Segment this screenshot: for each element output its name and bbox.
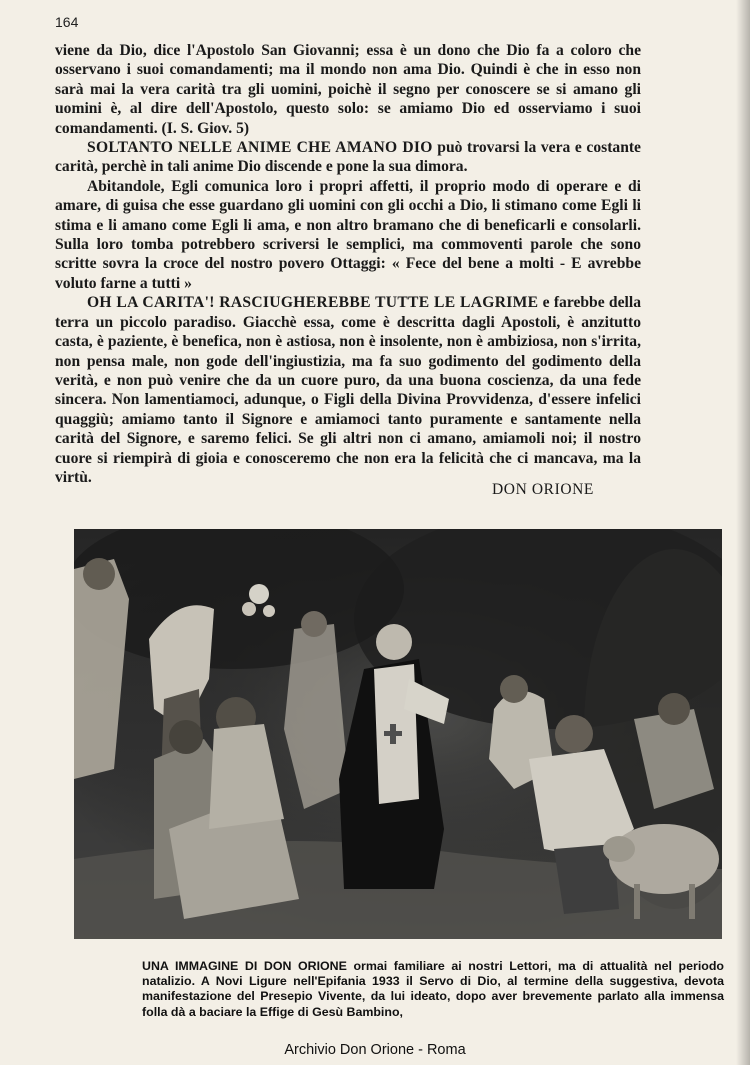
caption-lead: UNA IMMAGINE DI DON ORIONE — [142, 959, 347, 973]
page-number: 164 — [55, 14, 79, 30]
paragraph-3: Abitandole, Egli comunica loro i propri affetti, il proprio modo di operare e di amare, di guisa che esse guardano gli uomini con gli occhi a Dio, li stimano come Egli li stima e li amano come Egli li ama, e non altro bramano che di beneficarli e consolarli. Sulla loro tomba potrebbero scriversi le semplici, ma commoventi parole che sono scritte sovra la croce del nostro povero Ottaggi: « Fece del bene a molti - E avrebbe voluto farne a tutti » — [55, 177, 641, 292]
caption-text: ormai familiare ai nostri Lettori, ma di attualità nel periodo natalizio. A Novi Ligure nell'Epifania 1933 il Servo di Dio, al termine della suggestiva, devota manifestazione del Presepio Vivente, da lui ideato, dopo aver brevemente parlato alla immensa folla dà a baciare la Effige di Gesù Bambino, — [142, 959, 724, 1019]
page-edge-shadow — [736, 0, 750, 1065]
photograph — [74, 529, 722, 939]
photo-caption — [142, 959, 724, 1020]
archive-footer: Archivio Don Orione - Roma — [284, 1042, 466, 1058]
photograph-image — [74, 529, 722, 939]
paragraph-4: OH LA CARITA'! RASCIUGHEREBBE TUTTE LE LAGRIME e farebbe della terra un piccolo paradiso. Giacchè essa, come è descritta dagli Apostoli, è anzitutto casta, è paziente, è benefica, non è astiosa, non è insolente, non è ambiziosa, non s'irrita, non pensa male, non gode dell'ingiustizia, ma fa suo godimento del godimento della verità, e non può venire che da un cuore puro, da una buona coscienza, da una fede sincera. Non lamentiamoci, adunque, o Figli della Divina Provvidenza, d'essere infelici quaggiù; amiamo tanto il Signore e amiamoci tanto puramente e santamente nella carità del Signore, e saremo felici. Se gli altri non ci amano, amiamoli noi; il nostro cuore si riempirà di gioia e conosceremo che non era la felicità che ci mancava, ma la virtù. — [55, 294, 641, 486]
article-body — [55, 41, 641, 487]
paragraph-2: SOLTANTO NELLE ANIME CHE AMANO DIO può trovarsi la vera e costante carità, perchè in tali anime Dio discende e pone la sua dimora. — [55, 139, 641, 176]
paragraph-1: viene da Dio, dice l'Apostolo San Giovanni; essa è un dono che Dio fa a coloro che osservano i suoi comandamenti; ma il mondo non ama Dio. Quindi è che in esso non sarà mai la vera carità tra gli uomini, poichè il segno per conoscere se si amano gli uomini è, al dire dell'Apostolo, questo solo: se amiamo Dio ed osserviamo i suoi comandamenti. (I. S. Giov. 5) — [55, 42, 641, 137]
signature: DON ORIONE — [492, 481, 595, 498]
paragraph-4-lead: OH LA CARITA'! RASCIUGHEREBBE TUTTE LE LAGRIME — [87, 294, 539, 312]
paragraph-2-lead: SOLTANTO NELLE ANIME CHE AMANO DIO — [87, 139, 433, 157]
